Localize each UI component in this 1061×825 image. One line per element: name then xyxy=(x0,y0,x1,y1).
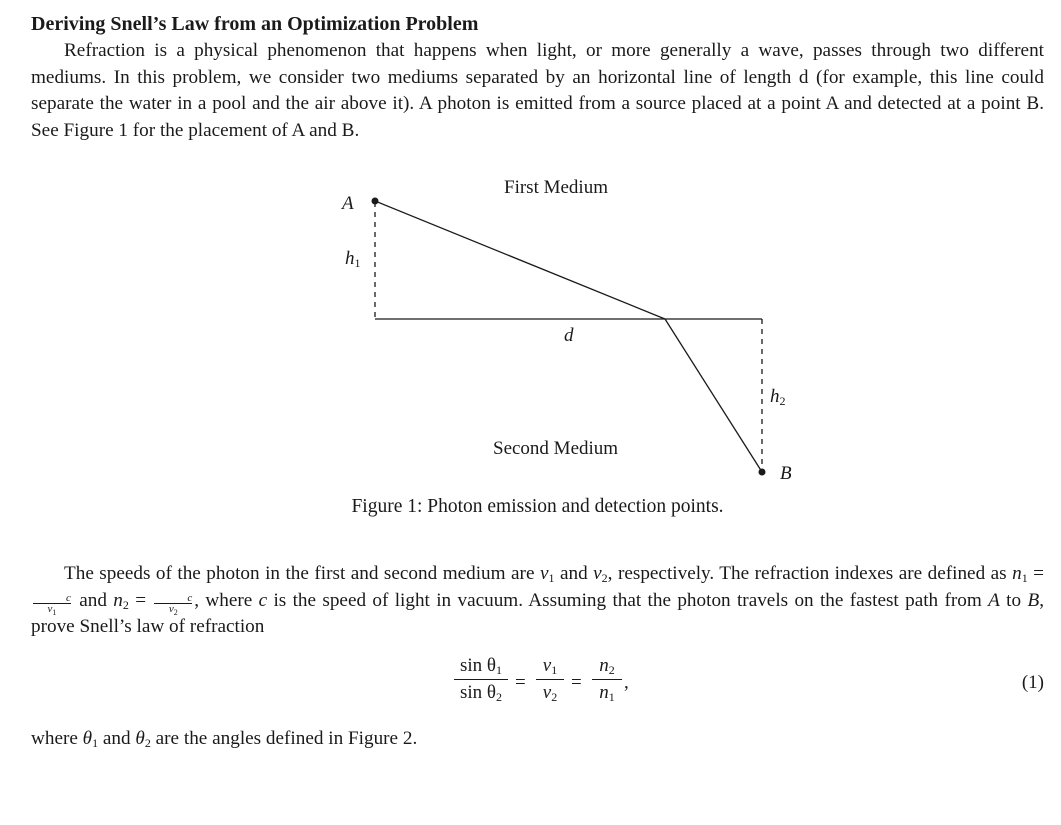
equation-number: (1) xyxy=(1021,672,1044,693)
n-ratio-fraction xyxy=(592,655,622,704)
n-symbol: n xyxy=(599,655,609,676)
subscript: 2 xyxy=(496,690,503,704)
text-run: , where xyxy=(194,589,259,611)
figure-caption: Figure 1: Photon emission and detection points. xyxy=(351,496,724,517)
c-symbol: c xyxy=(258,589,268,611)
subscript: 1 xyxy=(496,663,503,677)
h2-symbol: h xyxy=(770,386,780,407)
figure-1 xyxy=(311,170,831,490)
subscript: 2 xyxy=(173,607,178,617)
h1-symbol: h xyxy=(345,248,355,269)
subscript: 1 xyxy=(52,607,57,617)
text-run: , respectively. The refraction indexes are defined as xyxy=(607,563,1013,584)
subscript: 1 xyxy=(1021,571,1028,585)
subscript: 2 xyxy=(601,571,608,585)
text-run: and xyxy=(72,589,114,611)
subscript: 1 xyxy=(92,736,99,750)
text-run: are the angles defined in Figure 2. xyxy=(150,728,418,749)
point-a-dot xyxy=(372,198,379,205)
fraction-numerator: c xyxy=(187,591,193,604)
sin-ratio-fraction xyxy=(454,655,508,704)
refracted-ray xyxy=(665,319,762,472)
theta-symbol: θ xyxy=(82,728,93,749)
b-symbol: B xyxy=(1027,589,1040,611)
fraction-numerator: c xyxy=(66,591,71,604)
text-run: is the speed of light in vacuum. Assuming that the photon travels on the fastest path from xyxy=(267,589,989,611)
text-run: and xyxy=(98,728,136,749)
c-over-v1-fraction xyxy=(33,591,71,617)
closing-paragraph xyxy=(31,726,1044,753)
equals-sign: = xyxy=(128,589,153,611)
equals-sign: = xyxy=(515,672,526,693)
point-b-label: B xyxy=(780,463,792,484)
n2-symbol: n xyxy=(113,589,123,611)
speeds-paragraph xyxy=(31,561,1044,641)
subscript: 1 xyxy=(548,571,555,585)
fraction-denominator: v xyxy=(168,602,174,615)
equals-sign: = xyxy=(1027,563,1044,584)
point-a-label: A xyxy=(342,193,354,214)
h1-label xyxy=(345,248,361,270)
n1-symbol: n xyxy=(1012,563,1022,584)
theta-symbol: θ xyxy=(135,728,145,749)
snell-equation xyxy=(31,655,1044,715)
text-run: , prove Snell’s law of refraction xyxy=(31,589,1044,637)
a-symbol: A xyxy=(988,589,1000,611)
subscript: 2 xyxy=(608,663,615,677)
v-ratio-fraction xyxy=(536,655,564,704)
equals-sign: = xyxy=(571,672,582,693)
section-title: Deriving Snell’s Law from an Optimization Problem xyxy=(31,13,479,35)
sin-theta2: sin θ xyxy=(459,682,497,703)
subscript: 2 xyxy=(551,690,558,704)
subscript: 1 xyxy=(608,690,615,704)
c-over-v2-fraction xyxy=(154,591,193,617)
text-run: and xyxy=(554,563,594,584)
text-run: to xyxy=(999,589,1028,611)
n-symbol: n xyxy=(599,682,609,703)
fraction-denominator: v xyxy=(47,602,53,615)
second-medium-label: Second Medium xyxy=(493,438,619,459)
h2-label xyxy=(770,386,786,408)
subscript: 1 xyxy=(551,663,558,677)
subscript: 2 xyxy=(144,736,151,750)
d-label: d xyxy=(564,325,574,346)
first-medium-label: First Medium xyxy=(504,177,608,198)
subscript: 2 xyxy=(122,597,129,612)
v-symbol: v xyxy=(542,682,552,703)
h1-subscript: 1 xyxy=(354,256,361,270)
text-run: where xyxy=(31,728,83,749)
v-symbol: v xyxy=(542,655,552,676)
intro-paragraph: Refraction is a physical phenomenon that happens when light, or more generally a wave, passes through two different mediums. In this problem, we consider two mediums separated by an horizontal line of length d (for example, this line could separate the water in a pool and the air above it). A photon is emitted from a source placed at a point A and detected at a point B. See Figure 1 for the placement of A and B. xyxy=(31,40,1044,141)
incident-ray xyxy=(375,201,665,319)
text-run: The speeds of the photon in the first and second medium are xyxy=(64,563,540,584)
sin-theta1: sin θ xyxy=(459,655,497,676)
h2-subscript: 2 xyxy=(779,394,786,408)
v2-symbol: v xyxy=(593,563,602,584)
point-b-dot xyxy=(759,469,766,476)
v1-symbol: v xyxy=(539,563,549,584)
trailing-comma: , xyxy=(624,672,629,693)
